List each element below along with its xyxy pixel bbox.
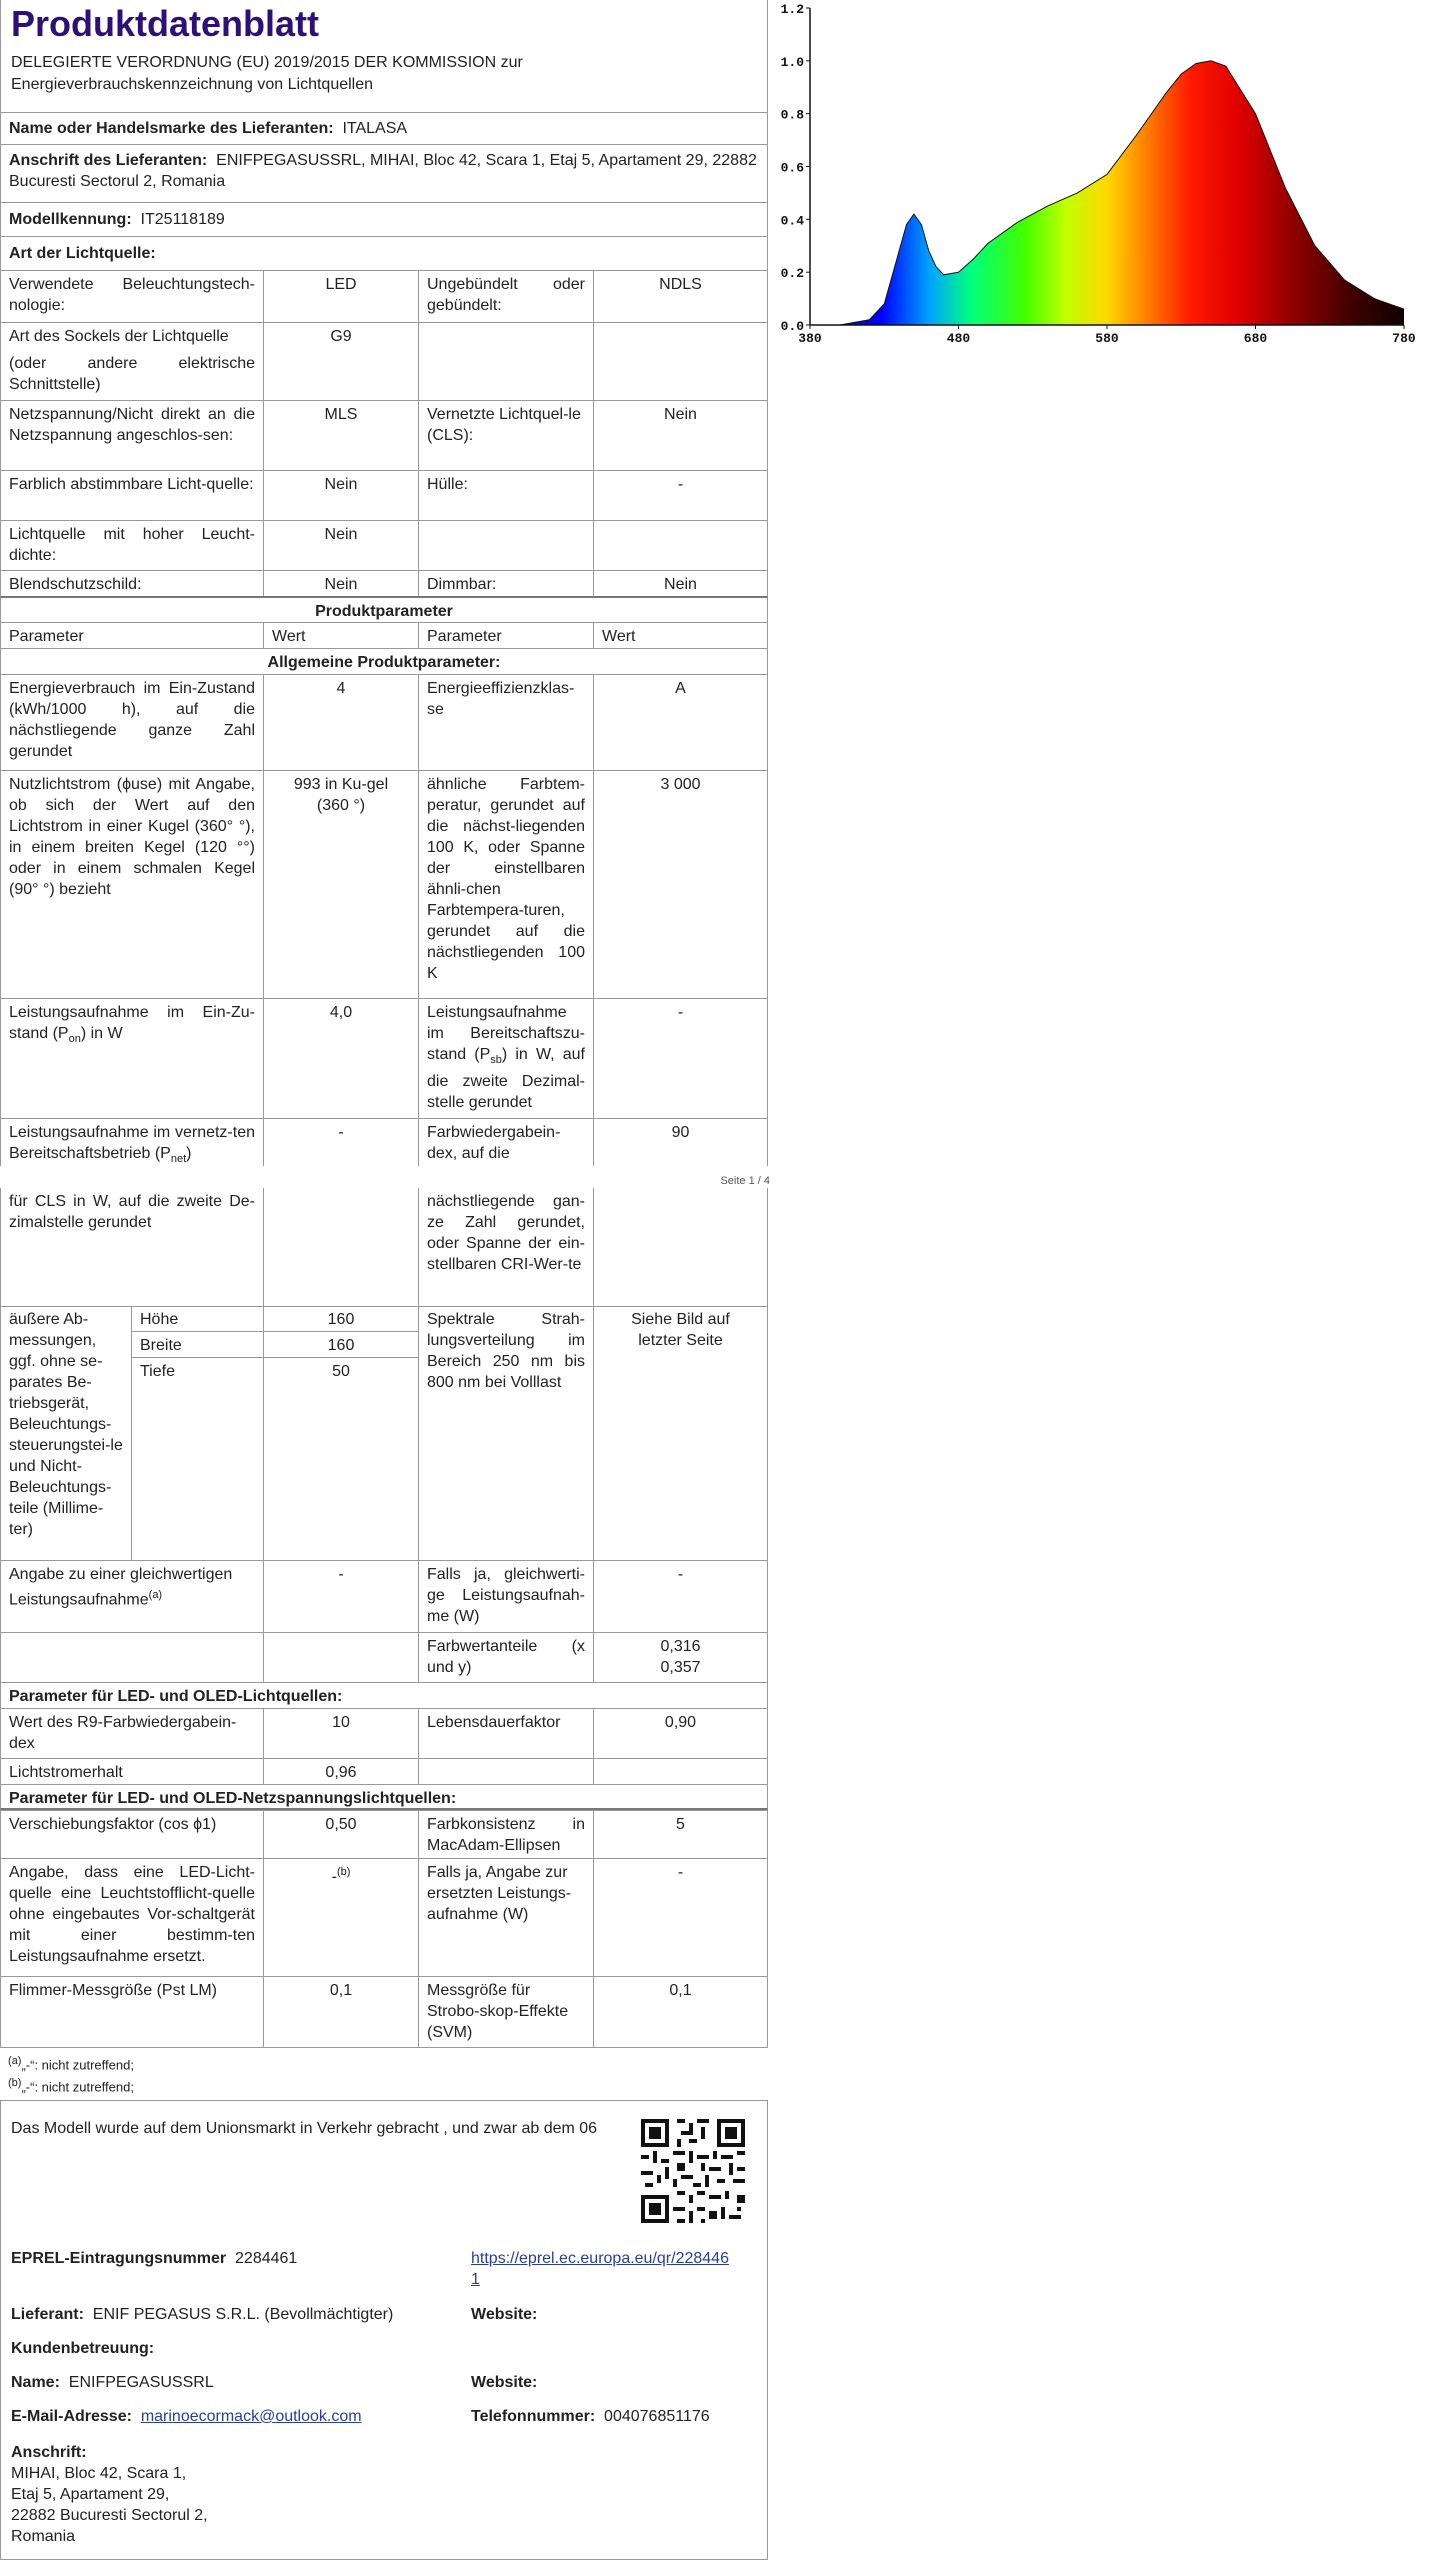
general-params-heading: Allgemeine Produktparameter:: [0, 648, 768, 674]
macadam-value: 5: [593, 1810, 768, 1858]
dim-height-label: Höhe: [131, 1306, 263, 1332]
psb-label-text: Leistungsaufnahme im Bereitschaftszu-stand (P: [427, 1004, 585, 1063]
tunable-label: Farblich abstimmbare Licht-quelle:: [0, 470, 263, 520]
x-tick-label: 680: [1243, 331, 1268, 346]
equivalent-power-label-text: Angabe zu einer gleichwertigen Leistungsaufnahme: [9, 1566, 233, 1609]
y-tick-label: 0.0: [780, 319, 804, 334]
replacement-label: Angabe, dass eine LED-Licht-quelle eine Leuchtstofflicht-quelle ohne eingebautes Vor-schaltgerät mit einer bestimm-ten Leistungsaufnahme ersetzt.: [0, 1858, 263, 1976]
envelope-label: Hülle:: [418, 470, 593, 520]
email-row: [3, 2403, 463, 2427]
socket-label-line2: (oder andere elektrische Schnittstelle): [9, 355, 255, 393]
flicker-label: Flimmer-Messgröße (Pst LM): [0, 1976, 263, 2048]
y-tick-label: 1.0: [780, 54, 804, 70]
psb-label-suffix: ) in W, auf die zweite Dezimal-stelle gerundet: [427, 1046, 585, 1112]
supplier-label: Lieferant:: [11, 2306, 84, 2323]
supplier-row: [3, 2301, 463, 2325]
empty-cell: [593, 520, 768, 570]
email-label: E-Mail-Adresse:: [11, 2408, 132, 2425]
contact-name-label: Name:: [11, 2374, 60, 2391]
col-header-param-2: Parameter: [418, 622, 593, 648]
supplier-address-label: Anschrift des Lieferanten:: [9, 152, 208, 169]
psb-value: -: [593, 998, 768, 1118]
envelope-value: -: [593, 470, 768, 520]
empty-cell: [418, 520, 593, 570]
x-tick-label: 780: [1392, 331, 1416, 346]
survival-factor-value: 0,90: [593, 1708, 768, 1758]
pnet-value: -: [263, 1118, 418, 1166]
spd-value: Siehe Bild auf letzter Seite: [593, 1306, 768, 1560]
socket-value: G9: [263, 322, 418, 400]
displacement-factor-label: Verschiebungsfaktor (cos ϕ1): [0, 1810, 263, 1858]
equivalent-watts-label: Falls ja, gleichwerti-ge Leistungsaufnah-me (W): [418, 1560, 593, 1632]
pon-value: 4,0: [263, 998, 418, 1118]
chromaticity-x: 0,316: [660, 1638, 701, 1655]
replaced-power-value: -: [593, 1858, 768, 1976]
equivalent-watts-value: -: [593, 1560, 768, 1632]
eprel-link-cell: [463, 2245, 743, 2293]
psb-label: [418, 998, 593, 1118]
footnote-b-text: „-“: nicht zutreffend;: [21, 2079, 134, 2094]
phone-row: [463, 2403, 763, 2427]
cct-value: 3 000: [593, 770, 768, 998]
light-source-heading: Art der Lichtquelle:: [0, 236, 768, 270]
psb-subscript: sb: [490, 1054, 502, 1067]
chromaticity-label: Farbwertanteile (x und y): [418, 1632, 593, 1682]
mains-label: Netzspannung/Nicht direkt an die Netzspannung angeschlos-sen:: [0, 400, 263, 470]
x-tick-label: 480: [946, 331, 971, 346]
empty-cell: [418, 1758, 593, 1784]
stroboscopic-label: Messgröße für Strobo-skop-Effekte (SVM): [418, 1976, 593, 2048]
eprel-link[interactable]: https://eprel.ec.europa.eu/qr/2284461: [471, 2250, 729, 2288]
cct-label: ähnliche Farbtem-peratur, gerundet auf die nächst-liegenden 100 K, oder Spanne der einstellbaren ähnli-chen Farbtempera-turen, gerundet auf die nächstliegenden 100 K: [418, 770, 593, 998]
qr-code-icon[interactable]: [637, 2115, 749, 2227]
high-luminance-label: Lichtquelle mit hoher Leucht-dichte:: [0, 520, 263, 570]
tunable-value: Nein: [263, 470, 418, 520]
regulation-line-1: DELEGIERTE VERORDNUNG (EU) 2019/2015 DER KOMMISSION zur: [11, 54, 523, 71]
survival-factor-label: Lebensdauerfaktor: [418, 1708, 593, 1758]
model-row: [0, 202, 768, 236]
dim-depth-value: 50: [263, 1358, 418, 1560]
equivalent-power-label: [0, 1560, 263, 1632]
y-tick-label: 0.4: [780, 213, 804, 229]
website-label-2: Website:: [471, 2374, 538, 2391]
address-line: Romania: [11, 2528, 76, 2545]
phone-value: 004076851176: [604, 2408, 710, 2425]
pnet-subscript: net: [170, 1153, 187, 1166]
pnet-label-continued: für CLS in W, auf die zweite De-zimalstelle gerundet: [0, 1188, 263, 1307]
customer-service-label: Kundenbetreuung:: [11, 2340, 155, 2357]
mains-led-params-heading: Parameter für LED- und OLED-Netzspannungslichtquellen:: [0, 1784, 768, 1810]
antiglare-label: Blendschutzschild:: [0, 570, 263, 596]
empty-cell: [263, 1632, 418, 1682]
footnote-ref-a: (a): [148, 1589, 163, 1601]
dimensions-label: äußere Ab-messungen, ggf. ohne se-parates Be-triebsgerät, Beleuchtungs-steuerungstei-le und Nicht-Beleuchtungs-teile (Millime-ter): [0, 1306, 131, 1560]
address-line: 22882 Bucuresti Sectorul 2,: [11, 2507, 208, 2524]
supplier-name-row: [0, 112, 768, 144]
website-label-1: Website:: [471, 2306, 538, 2323]
empty-cell: [0, 1632, 263, 1682]
dim-width-label: Breite: [131, 1332, 263, 1358]
empty-cell: [593, 1758, 768, 1784]
tech-value: LED: [263, 270, 418, 322]
regulation-line-2: Energieverbrauchskennzeichnung von Lichtquellen: [11, 76, 374, 93]
pnet-label-suffix: ): [186, 1145, 192, 1162]
pon-subscript: on: [68, 1033, 81, 1046]
dim-width-value: 160: [263, 1332, 418, 1358]
high-luminance-value: Nein: [263, 520, 418, 570]
energy-label: Energieverbrauch im Ein-Zustand (kWh/1000 h), auf die nächstliegende ganze Zahl gerundet: [0, 674, 263, 770]
model-label: Modellkennung:: [9, 211, 132, 228]
stroboscopic-value: 0,1: [593, 1976, 768, 2048]
antiglare-value: Nein: [263, 570, 418, 596]
col-header-value-1: Wert: [263, 622, 418, 648]
contact-name-row: [3, 2369, 463, 2393]
macadam-label: Farbkonsistenz in MacAdam-Ellipsen: [418, 1810, 593, 1858]
energy-value: 4: [263, 674, 418, 770]
eprel-row: [3, 2245, 463, 2269]
eprel-label: EPREL-Eintragungsnummer: [11, 2250, 227, 2267]
y-tick-label: 1.2: [780, 2, 804, 17]
info-box: [0, 2100, 768, 2560]
cls-label: Vernetzte Lichtquel-le (CLS):: [418, 400, 593, 470]
email-link[interactable]: marinoecormack@outlook.com: [140, 2408, 362, 2425]
y-tick-label: 0.2: [780, 266, 804, 282]
mains-value: MLS: [263, 400, 418, 470]
footnote-ref-b: (b): [336, 1866, 351, 1878]
efficiency-class-label: Energieeffizienzklas-se: [418, 674, 593, 770]
dim-depth-label: Tiefe: [131, 1358, 263, 1560]
empty-cell: [593, 1188, 768, 1307]
supplier-name-value: ITALASA: [342, 120, 408, 137]
market-text: Das Modell wurde auf dem Unionsmarkt in Verkehr gebracht , und zwar ab dem 06: [11, 2120, 598, 2137]
flux-label: Nutzlichtstrom (ϕuse) mit Angabe, ob sich der Wert auf den Lichtstrom in einer Kugel (360° °), in einem breiten Kegel (120 °°) oder in einem schmalen Kegel (90° °) bezieht: [0, 770, 263, 998]
bundled-value: NDLS: [593, 270, 768, 322]
footnote-b: [8, 2074, 408, 2094]
spectrum-area: [810, 61, 1404, 325]
r9-label: Wert des R9-Farbwiedergabein-dex: [0, 1708, 263, 1758]
y-tick-label: 0.6: [780, 160, 804, 176]
phone-label: Telefonnummer:: [471, 2408, 596, 2425]
col-header-value-2: Wert: [593, 622, 768, 648]
bundled-label: Ungebündelt oder gebündelt:: [418, 270, 593, 322]
flux-value: 993 in Ku-gel (360 °): [263, 770, 418, 998]
replacement-value-text: -: [331, 1868, 337, 1886]
cri-label: Farbwiedergabein-dex, auf die: [418, 1118, 593, 1166]
lumen-maintenance-label: Lichtstromerhalt: [0, 1758, 263, 1784]
replacement-value: [263, 1858, 418, 1976]
supplier-value: ENIF PEGASUS S.R.L. (Bevollmächtigter): [92, 2306, 394, 2323]
y-tick-label: 0.8: [780, 107, 804, 123]
x-tick-label: 380: [798, 331, 822, 346]
replaced-power-label: Falls ja, Angabe zur ersetzten Leistungs-aufnahme (W): [418, 1858, 593, 1976]
title-block: [0, 0, 768, 112]
pnet-label-text: Leistungsaufnahme im vernetz-ten Bereitschaftsbetrieb (P: [9, 1124, 255, 1162]
product-params-heading: Produktparameter: [0, 596, 768, 622]
empty-cell: [418, 322, 593, 400]
footnote-a-text: „-“: nicht zutreffend;: [21, 2057, 134, 2072]
eprel-value: 2284461: [235, 2250, 298, 2267]
address-block: [3, 2439, 463, 2549]
footnote-a-mark: (a): [8, 2055, 22, 2067]
pon-label: [0, 998, 263, 1118]
x-tick-label: 580: [1095, 331, 1119, 346]
dim-height-value: 160: [263, 1306, 418, 1332]
displacement-factor-value: 0,50: [263, 1810, 418, 1858]
chromaticity-y: 0,357: [660, 1659, 701, 1676]
address-line: MIHAI, Bloc 42, Scara 1,: [11, 2465, 187, 2482]
chromaticity-value: [593, 1632, 768, 1682]
page-number: Seite 1 / 4: [720, 1175, 770, 1187]
address-line: Etaj 5, Apartament 29,: [11, 2486, 170, 2503]
contact-name-value: ENIFPEGASUSSRL: [68, 2374, 214, 2391]
dimmable-value: Nein: [593, 570, 768, 596]
r9-value: 10: [263, 1708, 418, 1758]
col-header-param-1: Parameter: [0, 622, 263, 648]
footnote-b-mark: (b): [8, 2077, 22, 2089]
tech-label: Verwendete Beleuchtungstech-nologie:: [0, 270, 263, 322]
supplier-address-row: [0, 144, 768, 202]
footnote-a: [8, 2052, 408, 2072]
flicker-value: 0,1: [263, 1976, 418, 2048]
supplier-address-value: ENIFPEGASUSSRL, MIHAI, Bloc 42, Scara 1, Etaj 5, Apartament 29, 22882 Bucuresti Sectorul 2, Romania: [9, 152, 757, 190]
efficiency-class-value: A: [593, 674, 768, 770]
socket-label: [0, 322, 263, 400]
dimmable-label: Dimmbar:: [418, 570, 593, 596]
cls-value: Nein: [593, 400, 768, 470]
lumen-maintenance-value: 0,96: [263, 1758, 418, 1784]
cri-label-continued: nächstliegende gan-ze Zahl gerundet, oder Spanne der ein-stellbaren CRI-Wer-te: [418, 1188, 593, 1307]
pon-label-suffix: ) in W: [80, 1025, 123, 1042]
led-params-heading: Parameter für LED- und OLED-Lichtquellen:: [0, 1682, 768, 1708]
empty-cell: [263, 1188, 418, 1307]
equivalent-power-value: -: [263, 1560, 418, 1632]
model-value: IT25118189: [140, 211, 225, 228]
cri-value: 90: [593, 1118, 768, 1166]
spectral-distribution-chart: [770, 0, 1431, 360]
address-label: Anschrift:: [11, 2444, 87, 2461]
supplier-name-label: Name oder Handelsmarke des Lieferanten:: [9, 120, 334, 137]
pnet-label: [0, 1118, 263, 1166]
empty-cell: [593, 322, 768, 400]
page-title: Produktdatenblatt: [11, 3, 320, 44]
pon-label-text: Leistungsaufnahme im Ein-Zu-stand (P: [9, 1004, 255, 1042]
spd-label: Spektrale Strah-lungsverteilung im Bereich 250 nm bis 800 nm bei Volllast: [418, 1306, 593, 1560]
socket-label-line1: Art des Sockels der Lichtquelle: [9, 328, 229, 345]
